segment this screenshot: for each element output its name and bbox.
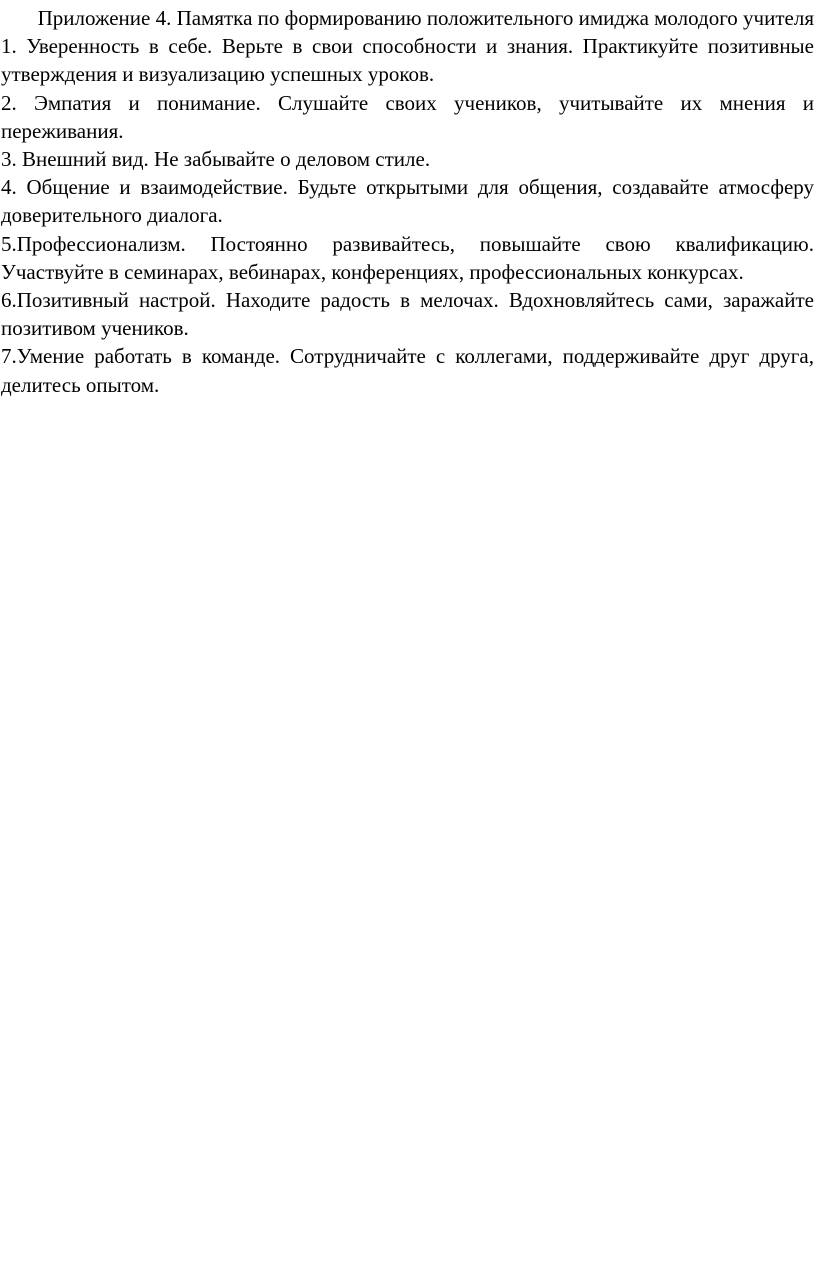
list-item-empathy: 2. Эмпатия и понимание. Слушайте своих учеников, учитывайте их мнения и переживания.: [1, 90, 814, 143]
list-item-confidence: 1. Уверенность в себе. Верьте в свои способности и знания. Практикуйте позитивные утверждения и визуализацию успешных уроков.: [1, 34, 814, 87]
document-title: Приложение 4. Памятка по формированию положительного имиджа молодого учителя: [37, 6, 814, 30]
list-item-appearance: 3. Внешний вид. Не забывайте о деловом стиле.: [1, 147, 431, 172]
document-body: [1, 4, 814, 399]
list-item-communication: 4. Общение и взаимодействие. Будьте открытыми для общения, создавайте атмосферу доверительного диалога.: [1, 175, 814, 228]
list-item-teamwork: 7.Умение работать в команде. Сотрудничайте с коллегами, поддерживайте друг друга, делитесь опытом.: [1, 344, 814, 397]
list-item-professionalism: 5.Профессионализм. Постоянно развивайтесь, повышайте свою квалификацию. Участвуйте в семинарах, вебинарах, конференциях, профессиональных конкурсах.: [1, 231, 814, 284]
list-item-positive-attitude: 6.Позитивный настрой. Находите радость в мелочах. Вдохновляйтесь сами, заражайте позитивом учеников.: [1, 288, 814, 341]
